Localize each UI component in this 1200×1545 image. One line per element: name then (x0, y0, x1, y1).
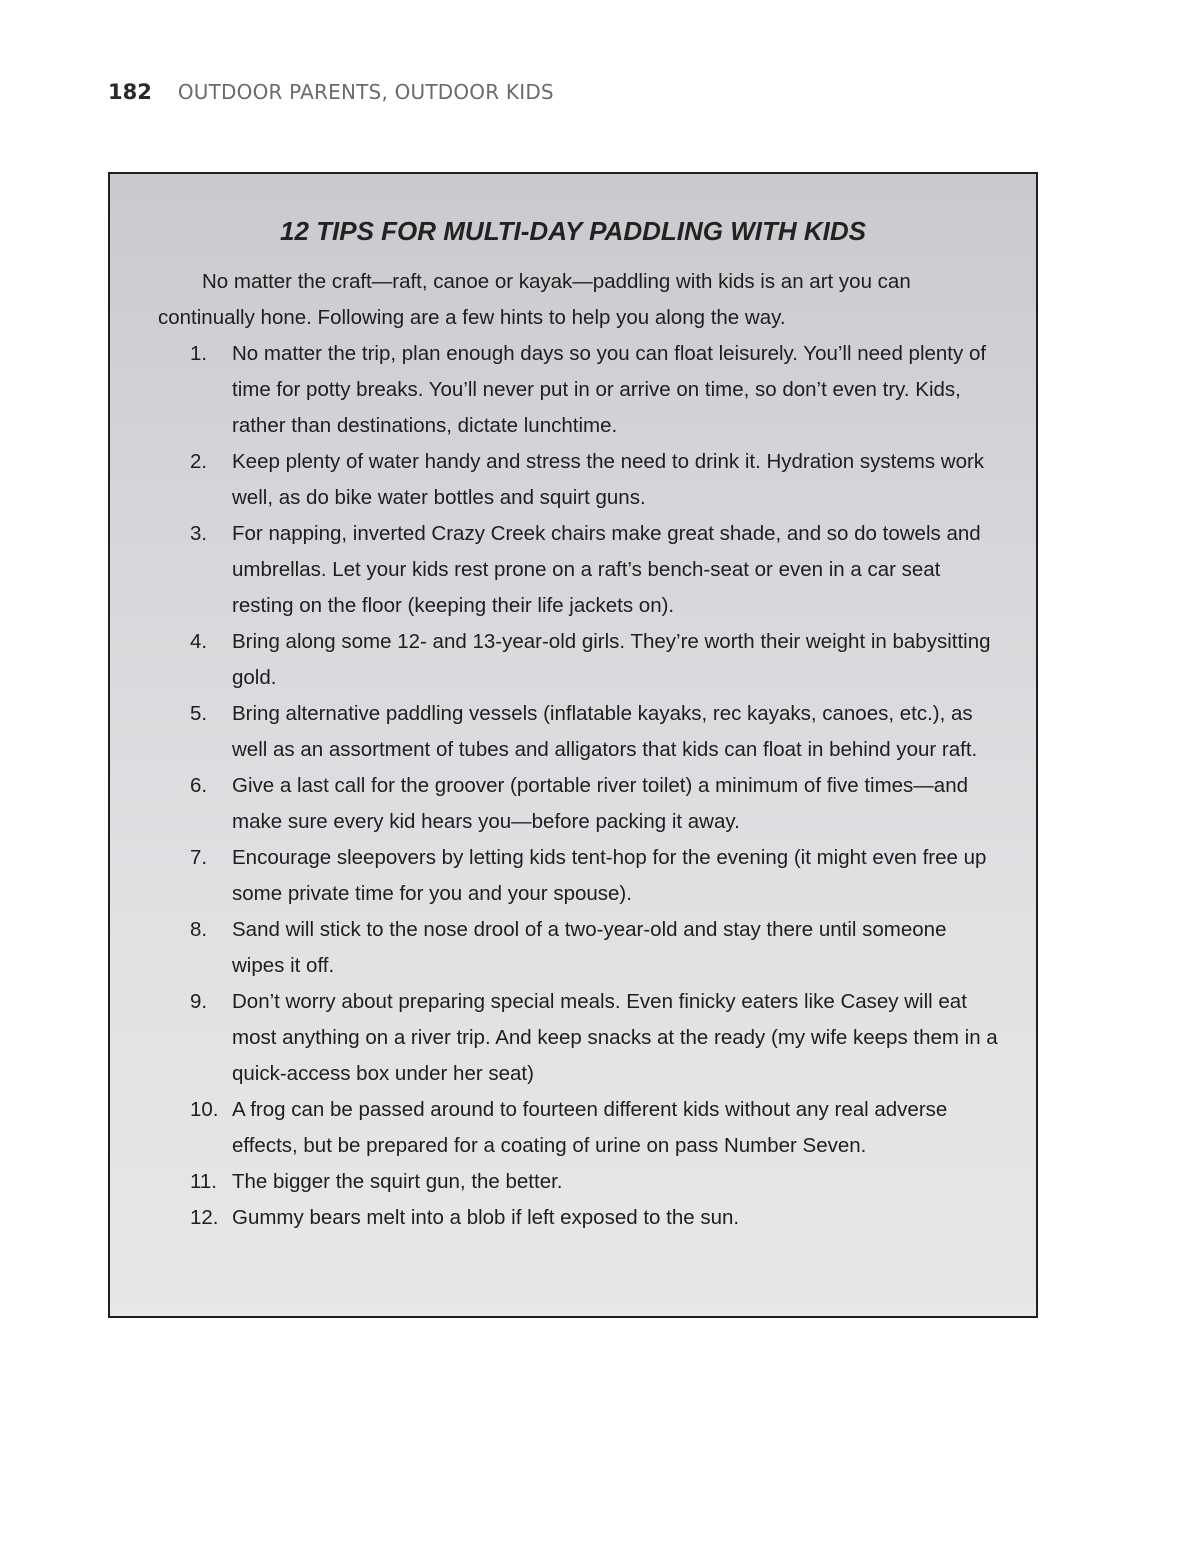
tip-item-4 (110, 624, 998, 696)
tip-item-10 (110, 1092, 998, 1164)
tip-item-9 (110, 984, 998, 1092)
tip-item-3 (110, 516, 998, 624)
tips-list (110, 336, 1036, 1236)
tip-text: Bring along some 12- and 13-year-old girls. They’re worth their weight in babysitting gold. (232, 630, 991, 689)
tip-number: 10. (190, 1098, 219, 1121)
tip-text: For napping, inverted Crazy Creek chairs make great shade, and so do towels and umbrellas. Let your kids rest prone on a raft’s bench-seat or even in a car seat resting on the floor (keeping their life jackets on). (232, 522, 981, 617)
tip-number: 12. (190, 1206, 219, 1229)
tip-number: 11. (190, 1170, 217, 1193)
tip-number: 3. (190, 522, 208, 545)
tip-number: 2. (190, 450, 208, 473)
book-title: OUTDOOR PARENTS, OUTDOOR KIDS (177, 80, 554, 104)
tip-text: A frog can be passed around to fourteen different kids without any real adverse effects, but be prepared for a coating of urine on pass Number Seven. (232, 1098, 948, 1157)
tip-number: 9. (190, 990, 208, 1013)
tips-sidebar-box (108, 172, 1038, 1318)
tip-item-11 (110, 1164, 998, 1200)
tip-text: No matter the trip, plan enough days so you can float leisurely. You’ll need plenty of time for potty breaks. You’ll never put in or arrive on time, so don’t even try. Kids, rather than destinations, dictate lunchtime. (232, 342, 987, 437)
tip-number: 1. (190, 342, 208, 365)
tip-text: The bigger the squirt gun, the better. (232, 1170, 563, 1193)
tip-text: Don’t worry about preparing special meals. Even finicky eaters like Casey will eat most anything on a river trip. And keep snacks at the ready (my wife keeps them in a quick-access box under her seat) (232, 990, 998, 1085)
tip-text: Encourage sleepovers by letting kids tent-hop for the evening (it might even free up some private time for you and your spouse). (232, 846, 987, 905)
tip-item-8 (110, 912, 998, 984)
tip-item-12 (110, 1200, 998, 1236)
tip-number: 5. (190, 702, 208, 725)
tip-number: 7. (190, 846, 208, 869)
tip-text: Gummy bears melt into a blob if left exposed to the sun. (232, 1206, 740, 1229)
tip-text: Sand will stick to the nose drool of a two-year-old and stay there until someone wipes it off. (232, 918, 947, 977)
tip-number: 4. (190, 630, 208, 653)
page-number: 182 (108, 80, 152, 104)
tip-text: Bring alternative paddling vessels (inflatable kayaks, rec kayaks, canoes, etc.), as well as an assortment of tubes and alligators that kids can float in behind your raft. (232, 702, 978, 761)
running-head (108, 80, 554, 110)
tip-number: 6. (190, 774, 208, 797)
tip-item-5 (110, 696, 998, 768)
tip-text: Keep plenty of water handy and stress the need to drink it. Hydration systems work well, as do bike water bottles and squirt guns. (232, 450, 985, 509)
tip-item-7 (110, 840, 998, 912)
tip-item-6 (110, 768, 998, 840)
sidebar-title: 12 TIPS FOR MULTI-DAY PADDLING WITH KIDS (280, 216, 866, 246)
sidebar-intro: No matter the craft—raft, canoe or kayak—paddling with kids is an art you can continually hone. Following are a few hints to help you along the way. (158, 270, 911, 329)
tip-item-1 (110, 336, 998, 444)
tip-text: Give a last call for the groover (portable river toilet) a minimum of five times—and make sure every kid hears you—before packing it away. (232, 774, 968, 833)
tip-item-2 (110, 444, 998, 516)
tip-number: 8. (190, 918, 208, 941)
